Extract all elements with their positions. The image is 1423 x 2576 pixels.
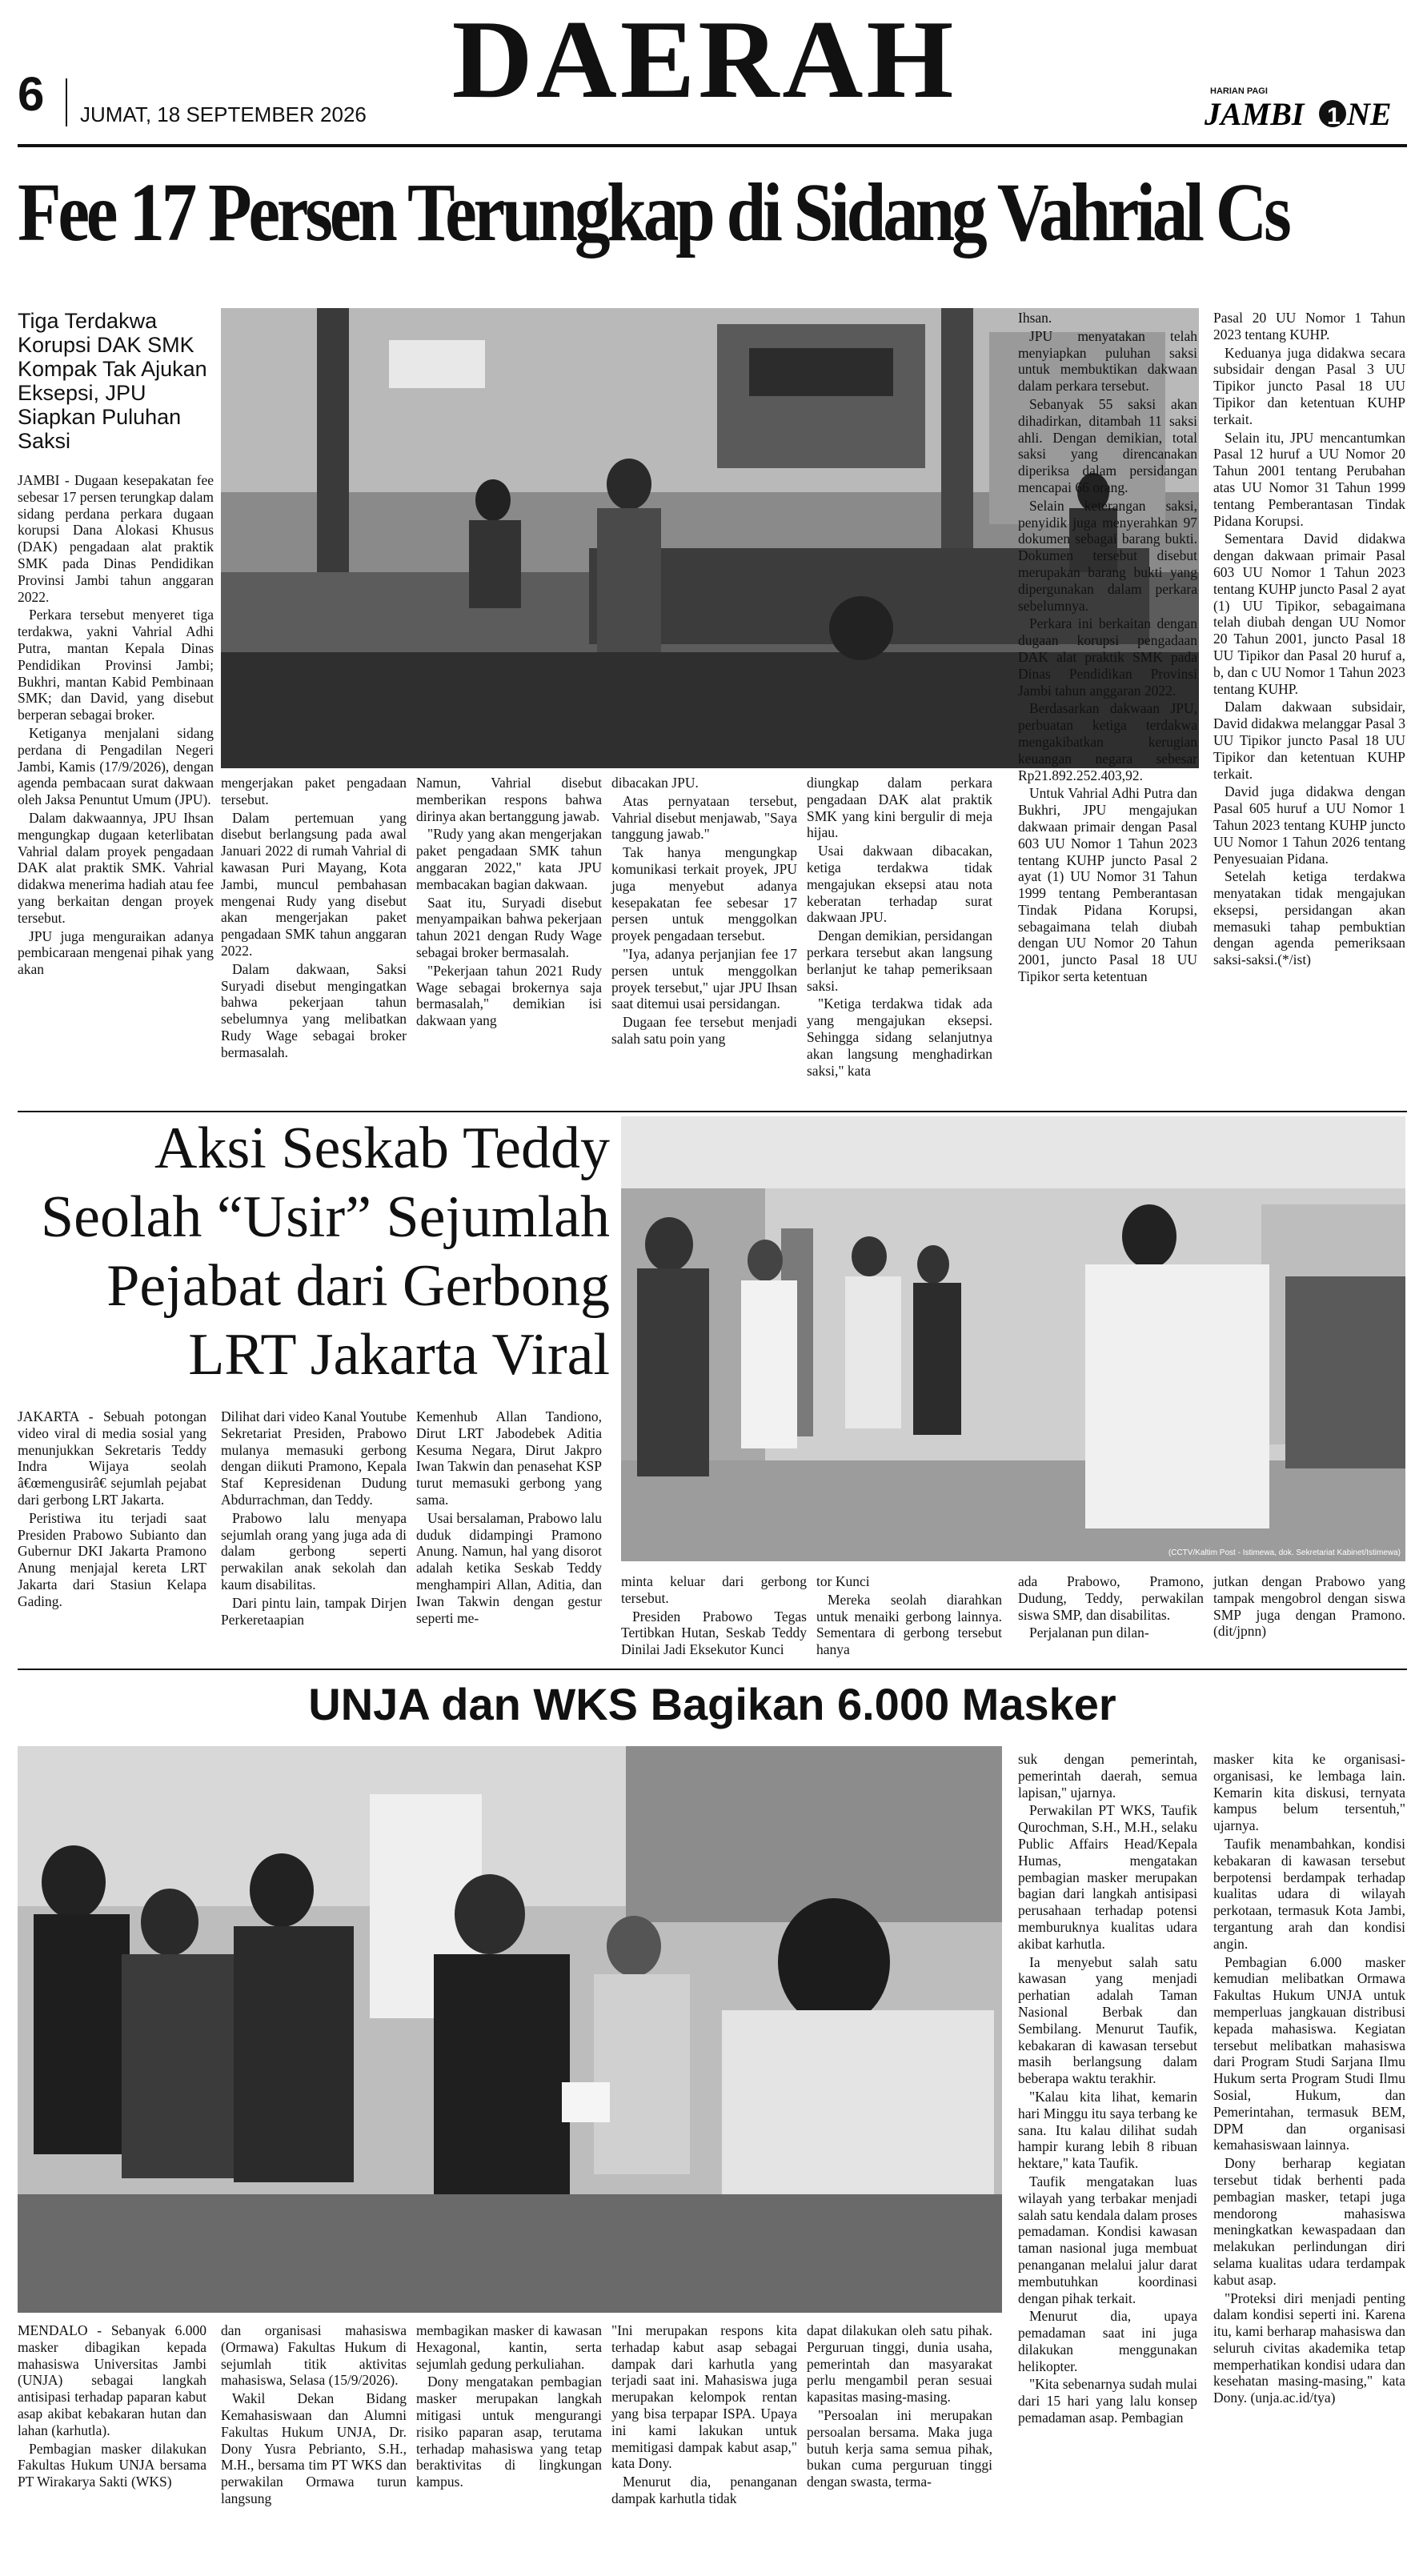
masthead-rule xyxy=(18,144,1407,147)
article1-paragraph: Saat itu, Suryadi disebut menyampaikan bahwa pekerjaan tahun 2021 dengan Rudy Wage sebagai broker bermasalah. xyxy=(416,894,602,960)
article3-column-7 xyxy=(1213,1751,1405,2408)
article1-paragraph: Berdasarkan dakwaan JPU, perbuatan ketiga terdakwa mengakibatkan kerugian keuangan negara sebesar Rp21.892.252.403,92. xyxy=(1018,700,1197,783)
article1-paragraph: Usai dakwaan dibacakan, ketiga terdakwa tidak mengajukan eksepsi atau nota keberatan terhadap surat dakwaan JPU. xyxy=(807,843,992,926)
lrt-photo-credit: (CCTV/Kaltim Post - Istimewa, dok. Sekretariat Kabinet/Istimewa) xyxy=(1168,1548,1401,1557)
article2-paragraph: Mereka seolah diarahkan untuk menaiki gerbong lainnya. Sementara di gerbong tersebut hanya xyxy=(816,1591,1002,1658)
article1-paragraph: Ihsan. xyxy=(1018,310,1052,326)
article2-column-3 xyxy=(416,1408,602,1628)
article2-headline xyxy=(18,1114,610,1389)
article1-column-1 xyxy=(18,472,214,980)
article3-paragraph: membagikan masker di kawasan Hexagonal, kantin, serta sejumlah gedung perkuliahan. xyxy=(416,2322,602,2372)
svg-text:JAMBI: JAMBI xyxy=(1205,96,1305,131)
article1-paragraph: mengerjakan paket pengadaan tersebut. xyxy=(221,775,407,807)
issue-date: JUMAT, 18 SEPTEMBER 2026 xyxy=(80,102,367,126)
article2-column-5 xyxy=(816,1573,1002,1660)
article1-paragraph: Sementara David didakwa dengan dakwaan primair Pasal 603 UU Nomor 1 Tahun 2023 tentang KUHP juncto Pasal 2 ayat (1) UU Tipikor, sebagaimana telah diubah dengan UU Nomor 20 Tahun 2001, juncto Pasal 18 UU Tipikor dan Pasal 20 huruf a, b, dan c UU Nomor 1 Tahun 2023 tentang KUHP. xyxy=(1213,531,1405,697)
article3-headline: UNJA dan WKS Bagikan 6.000 Masker xyxy=(308,1679,1116,1729)
article1-paragraph: Setelah ketiga terdakwa menyatakan tidak mengajukan eksepsi, persidangan akan memasuki tahap pembuktian dengan agenda pemeriksaan saksi-saksi.(*/ist) xyxy=(1213,868,1405,968)
article2-column-2 xyxy=(221,1408,407,1629)
article1-paragraph: Namun, Vahrial disebut memberikan respons bahwa dirinya akan bertanggung jawab. xyxy=(416,775,602,824)
article2-column-6 xyxy=(1018,1573,1204,1643)
article3-paragraph: Pembagian masker dilakukan Fakultas Hukum UNJA bersama PT Wirakarya Sakti (WKS) xyxy=(18,2440,206,2490)
article2-paragraph: Dari pintu lain, tampak Dirjen Perkeretaapian xyxy=(221,1594,407,1628)
article3-paragraph: "Proteksi diri menjadi penting dalam kondisi seperti ini. Karena itu, kami berharap mahasiswa dan seluruh civitas akademika tetap memperhatikan kondisi udara dan kesehatan masing-masing," kata Dony. (unja.ac.id/tya) xyxy=(1213,2290,1405,2406)
article3-paragraph: "Kalau kita lihat, kemarin hari Minggu itu saya terbang ke sana. Itu kalau dilihat sudah hampir kurang lebih 8 ribuan hektare," kata Taufik. xyxy=(1018,2088,1197,2172)
article2-headline-line: LRT Jakarta Viral xyxy=(188,1322,610,1388)
article1-headline: Fee 17 Persen Terungkap di Sidang Vahrial Cs xyxy=(18,166,1289,258)
article2-paragraph: jutkan dengan Prabowo yang tampak mengobrol dengan siswa SMP juga dengan Pramono. (dit/jpnn) xyxy=(1213,1573,1405,1640)
article1-paragraph: Selain keterangan saksi, penyidik juga menyerahkan 97 dokumen sebagai barang bukti. Dokumen tersebut disebut merupakan barang bukti yang dipergunakan dalam perkara sebelumnya. xyxy=(1018,497,1197,614)
article1-paragraph: Selain itu, JPU mencantumkan Pasal 12 huruf a UU Nomor 20 Tahun 2001 tentang Perubahan atas UU Nomor 31 Tahun 1999 tentang Pemberantasan Tindak Pidana Korupsi. xyxy=(1213,429,1405,529)
article3-paragraph: Dony mengatakan pembagian masker merupakan langkah mitigasi untuk mengurangi risiko paparan asap, terutama terhadap mahasiswa yang tetap beraktivitas di lingkungan kampus. xyxy=(416,2374,602,2490)
article1-column-5 xyxy=(807,775,992,1080)
article3-paragraph: "Kita sebenarnya sudah mulai dari 15 hari yang lalu konsep pemadaman asap. Pembagian xyxy=(1018,2376,1197,2426)
masthead xyxy=(0,0,1423,152)
article3-paragraph: Dony berharap kegiatan tersebut tidak berhenti pada pembagian masker, tetapi juga mendorong mahasiswa meningkatkan kewaspadaan dan melakukan perlindungan diri selama kualitas udara terdampak kabut asap. xyxy=(1213,2155,1405,2288)
article3-column-2 xyxy=(221,2322,407,2509)
article1-subheadline: Tiga Terdakwa Korupsi DAK SMK Kompak Tak Ajukan Eksepsi, JPU Siapkan Puluhan Saksi xyxy=(18,309,207,453)
article1-paragraph: dibacakan JPU. xyxy=(611,775,699,791)
article1-column-2 xyxy=(221,775,407,1063)
article2-paragraph: Dilihat dari video Kanal Youtube Sekretariat Presiden, Prabowo mulanya memasuki gerbong dengan diikuti Pramono, Kepala Staf Kepresidenan Dudung Abdurrachman, dan Teddy. xyxy=(221,1408,407,1508)
article3-paragraph: "Persoalan ini merupakan persoalan bersama. Maka juga butuh kerja sama semua pihak, bukan cuma perguruan tinggi dengan swasta, terma- xyxy=(807,2406,992,2490)
article2-headline-line: Seolah “Usir” Sejumlah xyxy=(40,1184,610,1250)
article1-paragraph: "Iya, adanya perjanjian fee 17 persen untuk menggolkan proyek tersebut," ujar JPU Ihsan saat ditemui usai persidangan. xyxy=(611,945,797,1012)
article1-paragraph: "Ketiga terdakwa tidak ada yang mengajukan eksepsi. Sehingga sidang selanjutnya akan langsung menghadirkan saksi," kata xyxy=(807,996,992,1079)
section-title: DAERAH xyxy=(451,0,957,122)
article1-column-4 xyxy=(611,775,797,1049)
article3-column-3 xyxy=(416,2322,602,2492)
article1-paragraph: Pasal 20 UU Nomor 1 Tahun 2023 tentang KUHP. xyxy=(1213,310,1405,343)
article3-column-6 xyxy=(1018,1751,1197,2428)
mask-distribution-photo xyxy=(18,1746,1002,2313)
article3-paragraph: Wakil Dekan Bidang Kemahasiswaan dan Alumni Fakultas Hukum UNJA, Dr. Dony Yusra Pebrianto, S.H., M.H., bersama tim PT WKS dan perwakilan Ormawa turun langsung xyxy=(221,2390,407,2506)
article-divider xyxy=(18,1111,1407,1112)
article3-paragraph: Perwakilan PT WKS, Taufik Qurochman, S.H., M.H., selaku Public Affairs Head/Kepala Humas, mengatakan pembagian masker merupakan bagian dari langkah antisipasi perusahaan terhadap potensi memburuknya kualitas udara akibat karhutla. xyxy=(1018,1802,1197,1952)
article2-paragraph: Usai bersalaman, Prabowo lalu duduk didampingi Pramono Anung. Namun, hal yang disorot adalah ketika Seskab Teddy menghampiri Allan, Aditia, dan Iwan Takwin dengan gestur seperti me- xyxy=(416,1509,602,1626)
article-divider xyxy=(18,1669,1407,1670)
article2-paragraph: Kemenhub Allan Tandiono, Dirut LRT Jabodebek Aditia Kesuma Negara, Dirut Jakpro Iwan Takwin dan penasehat KSP turut memasuki gerbong yang sama. xyxy=(416,1408,602,1508)
newspaper-logo xyxy=(1205,90,1414,131)
article3-paragraph: Taufik menambahkan, kondisi kebakaran di kawasan tersebut berpotensi berdampak terhadap kualitas udara di wilayah perkotaan, termasuk Kota Jambi, tergantung arah dan kondisi angin. xyxy=(1213,1835,1405,1952)
article1-paragraph: Perkara tersebut menyeret tiga terdakwa, yakni Vahrial Adhi Putra, mantan Kepala Dinas Pendidikan Provinsi Jambi; Bukhri, mantan Kabid Pembinaan SMK; dan David, yang disebut berperan sebagai broker. xyxy=(18,607,214,723)
article2-headline-line: Aksi Seskab Teddy xyxy=(154,1116,610,1181)
article2-paragraph: Peristiwa itu terjadi saat Presiden Prabowo Subianto dan Gubernur DKI Jakarta Pramono Anung menjajal kereta LRT Jakarta dari Stasiun Kelapa Gading. xyxy=(18,1509,206,1609)
article2-column-1 xyxy=(18,1408,206,1612)
article3-paragraph: dan organisasi mahasiswa (Ormawa) Fakultas Hukum di sejumlah titik aktivitas mahasiswa, Selasa (15/9/2026). xyxy=(221,2322,407,2389)
article2-paragraph: Presiden Prabowo Tegas Tertibkan Hutan, Seskab Teddy Dinilai Jadi Eksekutor Kunci xyxy=(621,1608,807,1658)
article1-paragraph: Keduanya juga didakwa secara subsidair dengan Pasal 3 UU Tipikor juncto Pasal 18 UU Tipikor dan ketentuan KUHP terkait. xyxy=(1213,344,1405,427)
article1-paragraph: "Rudy yang akan mengerjakan paket pengadaan SMK tahun anggaran 2022," kata JPU membacakan bagian dakwaan. xyxy=(416,826,602,892)
article1-column-6 xyxy=(1018,310,1197,987)
article1-paragraph: Tak hanya mengungkap komunikasi terkait proyek, JPU juga menyebut adanya kesepakatan fee sebesar 17 persen untuk menggolkan proyek pengadaan tersebut. xyxy=(611,844,797,944)
article1-paragraph: Dalam dakwaan, Saksi Suryadi disebut mengingatkan bahwa pekerjaan tahun sebelumnya yang melibatkan Rudy Wage sebagai broker bermasalah. xyxy=(221,960,407,1060)
article1-paragraph: Dengan demikian, persidangan perkara tersebut akan langsung berlanjut ke tahap pemeriksaan saksi. xyxy=(807,927,992,994)
article2-paragraph: JAKARTA - Sebuah potongan video viral di media sosial yang menunjukkan Sekretaris Teddy Indra Wijaya seolah â€œmengusirâ€ sejumlah pejabat dari gerbong LRT Jakarta. xyxy=(18,1408,206,1508)
page-number-divider xyxy=(66,78,67,126)
article1-paragraph: Sebanyak 55 saksi akan dihadirkan, ditambah 11 saksi ahli. Dengan demikian, total saksi yang direncanakan diperiksa dalam persidangan mencapai 66 orang. xyxy=(1018,395,1197,495)
lrt-carriage-photo xyxy=(621,1116,1405,1561)
article1-paragraph: Ketiganya menjalani sidang perdana di Pengadilan Negeri Jambi, Kamis (17/9/2026), dengan agenda pembacaan surat dakwaan oleh Jaksa Penuntut Umum (JPU). xyxy=(18,724,214,808)
article2-paragraph: ada Prabowo, Pramono, Dudung, Teddy, perwakilan siswa SMP, dan disabilitas. xyxy=(1018,1573,1204,1623)
article3-column-5 xyxy=(807,2322,992,2492)
article3-column-4 xyxy=(611,2322,797,2509)
article1-paragraph: JAMBI - Dugaan kesepakatan fee sebesar 17 persen terungkap dalam sidang perdana perkara dugaan korupsi Dana Alokasi Khusus (DAK) pengadaan alat praktik SMK pada Dinas Pendidikan Provinsi Jambi tahun anggaran 2022. xyxy=(18,472,214,605)
article3-paragraph: Menurut dia, penanganan dampak karhutla tidak xyxy=(611,2474,797,2506)
svg-text:1: 1 xyxy=(1327,103,1341,130)
article1-column-3 xyxy=(416,775,602,1031)
article3-paragraph: Ia menyebut salah satu kawasan yang menjadi perhatian adalah Taman Nasional Berbak dan Sembilang. Menurut Taufik, kebakaran di kawasan tersebut masih berlangsung dalam beberapa waktu terakhir. xyxy=(1018,1953,1197,2087)
article2-headline-line: Pejabat dari Gerbong xyxy=(106,1253,610,1319)
article2-paragraph: Perjalanan pun dilan- xyxy=(1029,1625,1149,1641)
article1-paragraph: Dalam dakwaannya, JPU Ihsan mengungkap dugaan keterlibatan Vahrial dalam proyek pengadaan DAK alat praktik SMK. Vahrial didakwa menerima hadiah atau fee yang berkaitan dengan proyek tersebut. xyxy=(18,809,214,926)
article1-paragraph: Atas pernyataan tersebut, Vahrial disebut menjawab, "Saya tanggung jawab." xyxy=(611,792,797,843)
logo-tagline: HARIAN PAGI xyxy=(1210,86,1268,96)
article1-paragraph: Perkara ini berkaitan dengan dugaan korupsi pengadaan DAK alat praktik SMK pada Dinas Pendidikan Provinsi Jambi tahun anggaran 2022. xyxy=(1018,615,1197,699)
article3-paragraph: suk dengan pemerintah, pemerintah daerah, semua lapisan," ujarnya. xyxy=(1018,1751,1197,1801)
svg-text:NE: NE xyxy=(1347,96,1392,131)
article3-paragraph: "Ini merupakan respons kita terhadap kabut asap sebagai dampak dari karhutla yang terjadi saat ini. Mahasiswa juga merupakan kelompok rentan yang bisa terpapar ISPA. Upaya ini kami lakukan untuk memitigasi dampak kabut asap," kata Dony. xyxy=(611,2322,797,2472)
article3-paragraph: masker kita ke organisasi-organisasi, ke lembaga lain. Kemarin kita diskusi, ternyata kampus belum tersentuh," ujarnya. xyxy=(1213,1751,1405,1834)
article1-column-7 xyxy=(1213,310,1405,970)
article1-paragraph: "Pekerjaan tahun 2021 Rudy Wage sebagai brokernya saja bermasalah," demikian isi dakwaan yang xyxy=(416,962,602,1029)
article3-paragraph: Menurut dia, upaya pemadaman saat ini juga dilakukan menggunakan helikopter. xyxy=(1018,2308,1197,2374)
article2-paragraph: minta keluar dari gerbong tersebut. xyxy=(621,1573,807,1606)
article1-paragraph: Dalam pertemuan yang disebut berlangsung pada awal Januari 2022 di rumah Vahrial di kawasan Puri Mayang, Kota Jambi, muncul pembahasan mengenai Rudy yang disebut akan mengerjakan paket pengadaan SMK tahun anggaran 2022. xyxy=(221,809,407,959)
article3-paragraph: MENDALO - Sebanyak 6.000 masker dibagikan kepada mahasiswa Universitas Jambi (UNJA) sebagai langkah antisipasi terhadap paparan kabut asap akibat kebakaran hutan dan lahan (karhutla). xyxy=(18,2322,206,2438)
article3-paragraph: Pembagian 6.000 masker kemudian melibatkan Ormawa Fakultas Hukum UNJA untuk memperluas jangkauan distribusi kepada mahasiswa. Kegiatan tersebut melibatkan mahasiswa dari Program Studi Sarjana Ilmu Hukum serta Program Studi Ilmu Sosial, Hukum, dan Pemerintahan, termasuk BEM, DPM dan organisasi kemahasiswaan lainnya. xyxy=(1213,1953,1405,2153)
article3-column-1 xyxy=(18,2322,206,2492)
page-number: 6 xyxy=(18,67,45,121)
article1-paragraph: Untuk Vahrial Adhi Putra dan Bukhri, JPU mengajukan dakwaan primair dengan Pasal 603 UU Nomor 1 Tahun 2023 tentang KUHP juncto Pasal 2 ayat (1) UU Nomor 31 Tahun 1999 tentang Pemberantasan Tindak Pidana Korupsi, sebagaimana telah diubah dengan UU Nomor 20 Tahun 2001, juncto Pasal 18 UU Tipikor serta ketentuan xyxy=(1018,785,1197,985)
article3-paragraph: dapat dilakukan oleh satu pihak. Perguruan tinggi, dunia usaha, pemerintah dan masyarakat perlu mengambil peran sesuai kapasitas masing-masing. xyxy=(807,2322,992,2406)
article1-paragraph: Dalam dakwaan subsidair, David didakwa melanggar Pasal 3 UU Tipikor juncto Pasal 18 UU Tipikor dan ketentuan KUHP terkait. xyxy=(1213,699,1405,782)
article2-column-7 xyxy=(1213,1573,1405,1641)
article1-paragraph: JPU menyatakan telah menyiapkan puluhan saksi untuk membuktikan dakwaan dalam perkara tersebut. xyxy=(1018,327,1197,395)
article2-paragraph: Prabowo lalu menyapa sejumlah orang yang juga ada di dalam gerbong seperti perwakilan anak sekolah dan kaum disabilitas. xyxy=(221,1509,407,1592)
article1-paragraph: David juga didakwa dengan Pasal 605 huruf a UU Nomor 1 Tahun 2023 tentang KUHP juncto UU Nomor 1 Tahun 2026 tentang Penyesuaian Pidana. xyxy=(1213,783,1405,867)
article2-column-4 xyxy=(621,1573,807,1660)
article1-paragraph: diungkap dalam perkara pengadaan DAK alat praktik SMK yang kini bergulir di meja hijau. xyxy=(807,775,992,841)
article1-paragraph: JPU juga menguraikan adanya pembicaraan mengenai pihak yang akan xyxy=(18,927,214,978)
article1-paragraph: Dugaan fee tersebut menjadi salah satu poin yang xyxy=(611,1014,797,1047)
article2-paragraph: tor Kunci xyxy=(816,1573,870,1589)
article3-paragraph: Taufik mengatakan luas wilayah yang terbakar menjadi salah satu kendala dalam proses pemadaman. Kondisi kawasan taman nasional juga membuat penanganan melalui jalur darat membutuhkan koordinasi dengan pihak terkait. xyxy=(1018,2173,1197,2306)
